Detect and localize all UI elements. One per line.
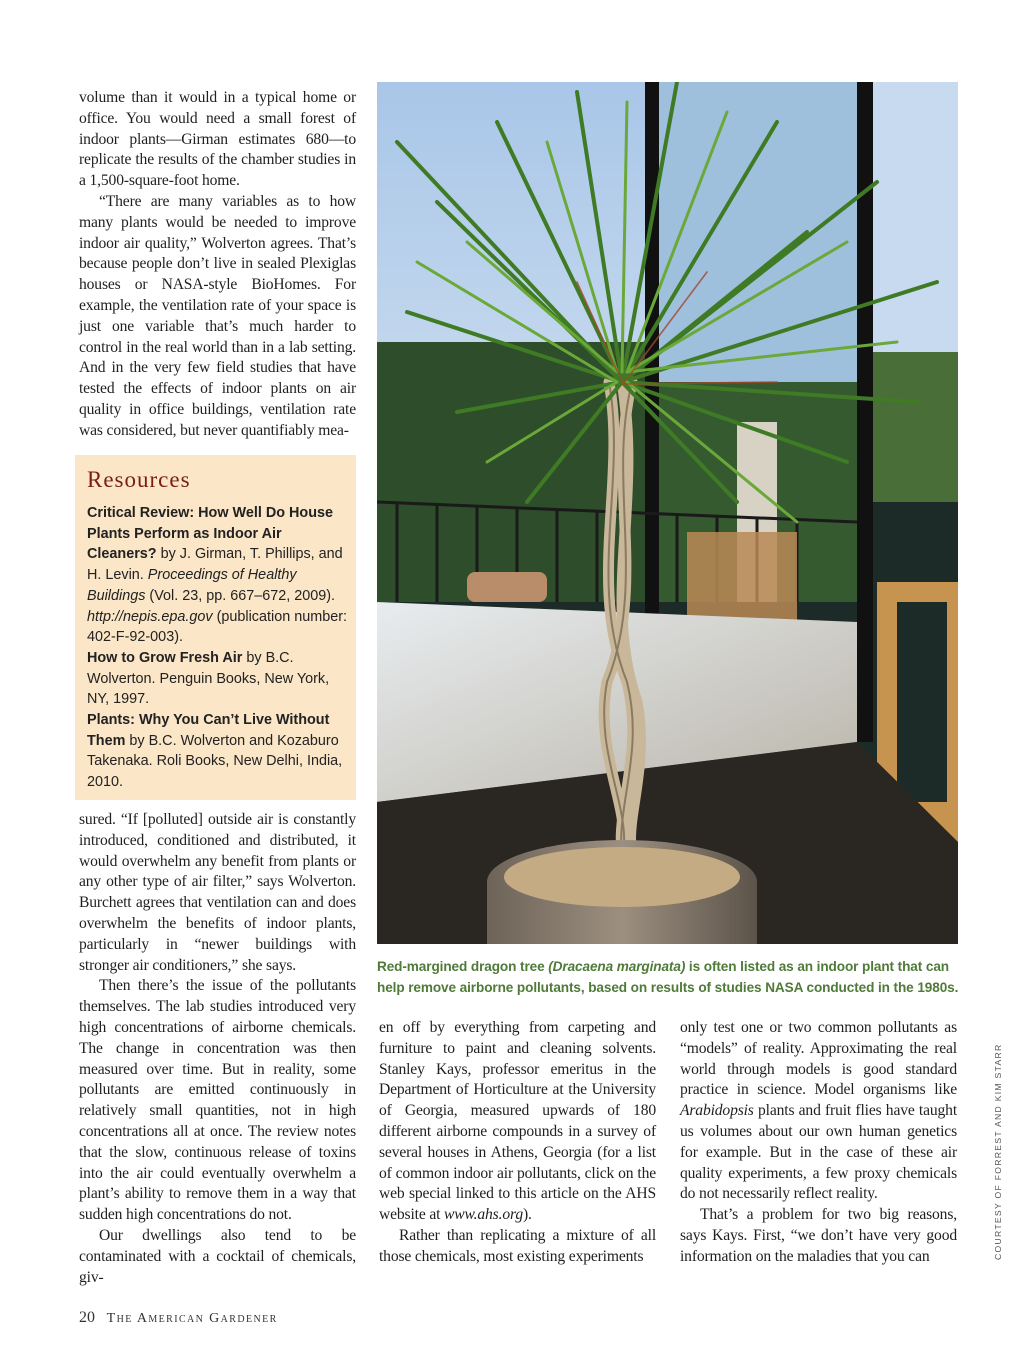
photo-caption: [377, 957, 961, 998]
resource-entry: [87, 648, 349, 710]
photo-credit-text: COURTESY OF FORREST AND KIM STARR: [993, 1043, 1003, 1260]
column-2: [379, 1018, 656, 1268]
resource-authors: by J. Girman, T. Phillips, and H. Levin.: [87, 546, 343, 584]
paragraph: That’s a problem for two big reasons, says Kays. First, “we don’t have very good information on the maladies that you can: [680, 1206, 957, 1265]
resource-link[interactable]: http://nepis.epa.gov: [87, 608, 213, 625]
resource-journal: Proceedings of Healthy Buildings: [87, 567, 297, 604]
paragraph: [379, 1018, 656, 1226]
species-name: Arabidopsis: [680, 1102, 754, 1120]
paragraph-text: only test one or two common pollutants as “models” of reality. Approximating the real world through models is good standard practice in science. Model organisms like: [680, 1019, 957, 1099]
page-number: 20: [79, 1309, 95, 1326]
caption-text: is often listed as an indoor plant that can help remove airborne pollutants, based on results of studies NASA conducted in the 1980s.: [377, 959, 959, 995]
resource-title: How to Grow Fresh Air: [87, 649, 243, 666]
column-3: [680, 1018, 957, 1268]
paragraph: “There are many variables as to how many plants would be needed to improve indoor air quality,” Wolverton agrees. That’s because people don’t live in sealed Plexiglas houses or NASA-style BioHomes. For example, the ventilation rate of your space is just one variable that’s much harder to control in the real world than in a lab setting. And in the very few field studies that have tested the effects of indoor plants on air quality in office buildings, ventilation rate was considered, but never quantifiably mea-: [79, 192, 356, 439]
paragraph: Rather than replicating a mixture of all those chemicals, most existing experiments: [379, 1226, 656, 1265]
column-1-top: [79, 88, 356, 442]
resource-note: (publication number: 402-F-92-003).: [87, 608, 347, 646]
paragraph-text: en off by everything from carpeting and furniture to paint and cleaning solvents. Stanley Kays, professor emeritus in the Department of Horticulture at the University of Georgia, measured upwards of 180 different airborne compounds in a survey of several houses in Athens, Georgia (for a list of common indoor air pollutants, click on the web special linked to this article on the AHS website at: [379, 1019, 656, 1224]
paragraph-text: ).: [522, 1206, 532, 1224]
paragraph: Then there’s the issue of the pollutants themselves. The lab studies introduced very high concentrations of airborne chemicals. The change in concentration was then measured over time. But in reality, some pollutants are emitted continuously in relatively small quantities, not in high concentrations all at once. The review notes that the slow, continuous release of toxins into the air could eventually overwhelm a plant’s ability to remove them in a way that sudden high concentrations do not.: [79, 977, 356, 1224]
paragraph: Our dwellings also tend to be contaminated with a cocktail of chemicals, giv-: [79, 1226, 356, 1286]
resource-title: Critical Review: How Well Do House Plants Perform as Indoor Air Cleaners?: [87, 505, 334, 563]
paragraph-text: plants and fruit flies have taught us volumes about our own human genetics for example. But in the case of these air quality experiments, a few proxy chemicals do not necessarily reflect reality.: [680, 1102, 957, 1203]
caption-species: (Dracaena marginata): [548, 959, 686, 974]
paragraph: volume than it would in a typical home or office. You would need a small forest of indoor plants—Girman estimates 680—to replicate the results of the chamber studies in a 1,500-square-foot home.: [79, 89, 356, 190]
column-1-bottom: [79, 810, 356, 1288]
resource-entry: [87, 503, 349, 648]
dragon-tree-photo: [377, 82, 958, 944]
resource-entry: [87, 710, 349, 793]
resources-list: [87, 503, 349, 793]
website-link[interactable]: www.ahs.org: [444, 1206, 523, 1224]
resource-detail: (Vol. 23, pp. 667–672, 2009).: [145, 587, 336, 604]
resources-sidebar: [75, 455, 356, 800]
caption-lead: Red-margined dragon tree: [377, 959, 549, 974]
resource-title: Plants: Why You Can’t Live Without Them: [87, 712, 330, 749]
publication-name: The American Gardener: [106, 1311, 278, 1326]
page-footer: [79, 1309, 278, 1327]
resource-detail: by B.C. Wolverton and Kozaburo Takenaka. Roli Books, New Delhi, India, 2010.: [87, 732, 343, 791]
resource-detail: by B.C. Wolverton. Penguin Books, New York, NY, 1997.: [87, 649, 330, 708]
paragraph: sured. “If [polluted] outside air is constantly introduced, conditioned and distributed, it would overwhelm any benefit from plants or any other type of air filter,” says Wolverton. Burchett agrees that ventilation can and does overwhelm the benefits of indoor plants, particularly in “newer buildings with stronger air conditioners,” she says.: [79, 811, 356, 974]
resources-title: Resources: [87, 467, 191, 492]
paragraph: [680, 1018, 957, 1205]
